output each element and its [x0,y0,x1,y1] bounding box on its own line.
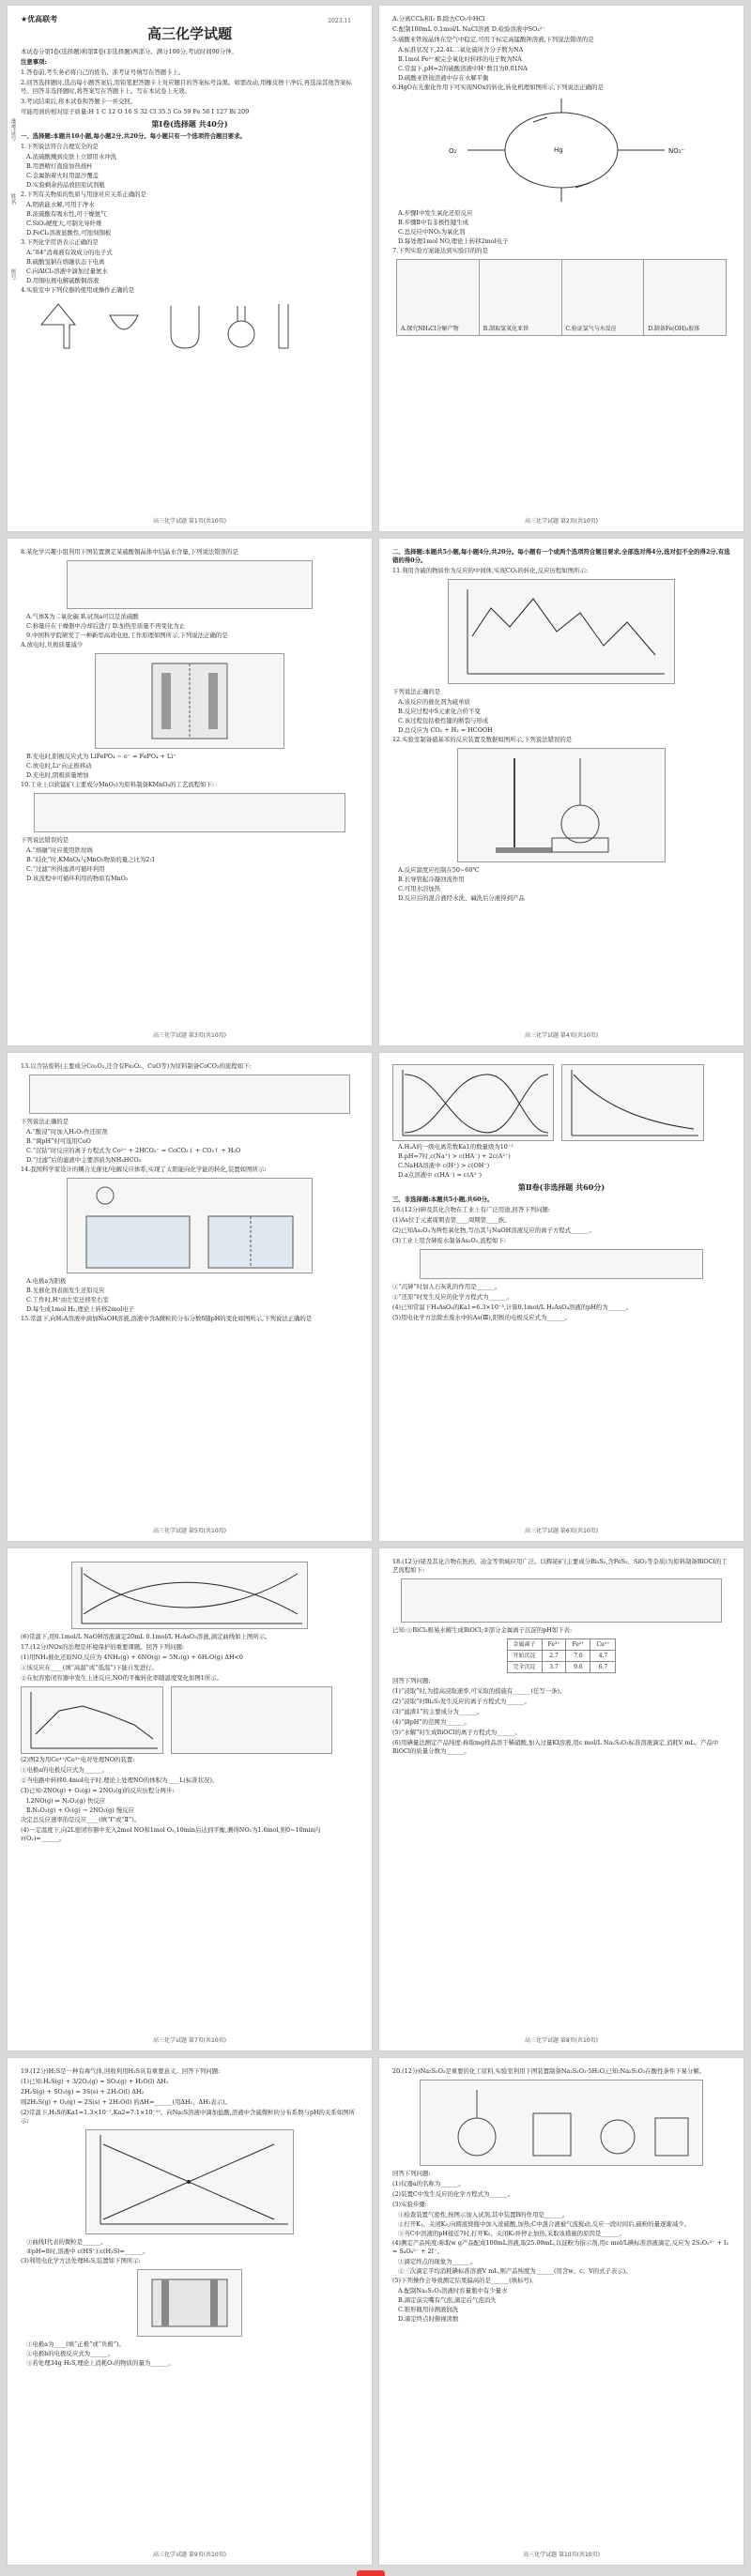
page-8: 18.(12分)铋及其化合物在医药、冶金等领域应用广泛。以辉铋矿(主要成分Bi₂S₃,含FeS₂、SiO₂等杂质)为原料制备BiOCl的工艺流程如下: 已知:①BiCl₃极易水解生成BiOCl;②部分金属离子沉淀的pH如下表: 金属离子 Fe³⁺ Fe²⁺ Cu²⁺ 开始沉淀 2.7 7.6 4.7 完全沉淀 3.7 9.6 6.7 回答下列问题: (1)“浸取”时,为提高浸取速率,可采取的措施有______(任写一条)。 (2)“浸取”时Bi₂S₃发生反应的离子方程式为______。 (3)“滤渣1”的主要成分为______。 (4)“调pH”的范围为______。 (5)“水解”时生成BiOCl的离子方程式为______。 (6)用碘量法测定产品纯度:称取mg样品溶于稀硝酸,加入过量KI溶液,用c mol/L Na₂S₂O₃标准溶液滴定,消耗V mL。产品中BiOCl的质量分数为______。 高三化学试题 第8页(共10页) [379,1548,743,2050]
mechanism-cycle-figure [392,94,730,206]
side-label-seat: 座号 [9,268,16,280]
page-footer: 高三化学试题 第2页(共10页) [524,518,599,525]
table-header-row: 金属离子 Fe³⁺ Fe²⁺ Cu²⁺ [507,1639,616,1651]
page-footer: 高三化学试题 第1页(共10页) [152,518,227,525]
table-row: 完全沉淀 3.7 9.6 6.7 [507,1662,616,1673]
process-flow-figure [34,793,345,832]
exam-title: 高三化学试题 [146,25,232,42]
sulfide-distribution-figure [85,2129,294,2234]
page-footer: 高三化学试题 第7页(共10页) [152,2037,227,2044]
page-7: (6)常温下,用0.1mol/L NaOH溶液滴定20mL 0.1mol/L H₃AsO₃溶液,滴定曲线如上图所示。 17.(12分)NOx的治理是环境保护的重要课题。回答下列问题: (1)用NH₃催化还原NO,反应为 4NH₃(g) + 6NO(g) = 5N₂(g) + 6H₂O(g) ΔH<0 ①该反应在____(填“高温”或“低温”)下能自发进行。 ②在恒容密闭容器中发生上述反应,NO的平衡转化率随温度变化如图1所示。 (2)图2为用Ce⁴⁺/Ce³⁺电对处理NO的装置: ①电极a的电极反应式为______。 ②当电路中转移0.4mol电子时,理论上处理NO的体积为____L(标准状况)。 (3)已知:2NO(g) + O₂(g) = 2NO₂(g)的反应历程分两步: Ⅰ.2NO(g) ⇌ N₂O₂(g) 快反应 Ⅱ.N₂O₂(g) + O₂(g) → 2NO₂(g) 慢反应 决定总反应速率的是反应____(填“Ⅰ”或“Ⅱ”)。 (4)一定温度下,向2L密闭容器中充入2mol NO和1mol O₂,10min后达到平衡,测得NO₂为1.6mol,则0~10min内v(O₂)=______。 高三化学试题 第7页(共10页) [8,1548,372,2050]
page-footer: 高三化学试题 第4页(共10页) [524,1032,599,1039]
q3-stem: 3.下列化学用语表示正确的是 [21,238,99,246]
fuel-cell-figure [137,2269,242,2337]
thiosulfate-apparatus-figure [420,2080,703,2166]
titration-figure [71,1562,308,1629]
log-curve-figure [561,1064,704,1141]
part-b-heading: 二、选择题:本题共5小题,每小题4分,共20分。每小题有一个或两个选项符合题目要求,全部选对得4分,选对但不全的得2分,有选错的得0分。 [392,548,730,564]
battery-figure [95,653,284,749]
q4-stem: 4.实验室中下列仪器的使用或操作正确的是 [21,286,135,294]
instructions: 本试卷分第Ⅰ卷(选择题)和第Ⅱ卷(非选择题)两部分。满分100分,考试时间90分钟。 注意事项: 1.答卷前,考生务必将自己的姓名、准考证号填写在答题卡上。 2.回答选择题时,选出每小题答案后,用铅笔把答题卡上对应题目的答案标号涂黑。如需改动,用橡皮擦干净后,再选涂其他答案标号。回答非选择题时,将答案写在答题卡上。写在本试卷上无效。 3.考试结束后,将本试卷和答题卡一并交回。 可能用到的相对原子质量:H 1 C 12 O 16 S 32 Cl 35.5 Co 59 Fe 56 I 127 Bi 209 [21,48,352,115]
bismuth-flow-figure [401,1578,722,1623]
distribution-curve-figure [392,1064,554,1141]
conversion-curve-figure [21,1686,163,1754]
exam-badge: ★优高联考 [21,15,58,23]
page-1: 2023.11 ★优高联考 高三化学试题 本试卷分第Ⅰ卷(选择题)和第Ⅱ卷(非选择题)两部分。满分100分,考试时间90分钟。 注意事项: 1.答卷前,考生务必将自己的姓名、准考证号填写在答题卡上。 2.回答选择题时,选出每小题答案后,用铅笔把答题卡上对应题目的答案标号涂黑。如需改动,用橡皮擦干净后,再选涂其他答案标号。回答非选择题时,将答案写在答题卡上。写在本试卷上无效。 3.考试结束后,将本试卷和答题卡一并交回。 可能用到的相对原子质量:H 1 C 12 O 16 S 32 Cl 35.5 Co 59 Fe 56 I 127 Bi 209 第Ⅰ卷(选择题 共40分) 一、选择题:本题共10小题,每小题2分,共20分。每小题只有一个选项符合题目要求。 1.下列说法符合合理安全的是 A.浓硫酸溅到皮肤上立即用水冲洗 B.用酒精灯直接加热烧杯 C.金属钠着火时用湿沙覆盖 D.实验剩余药品放回原试剂瓶 2.下列有关物质的性质与用途对应关系正确的是 A.明矾能水解,可用于净水 B.浓硫酸有吸水性,可干燥氨气 C.SiO₂硬度大,可制光导纤维 D.FeCl₃溶液显酸性,可蚀刻铜板 3.下列化学用语表示正确的是 A.“84”消毒液有效成分的电子式 B.硫酸氢钠在熔融状态下电离 C.向AlCl₃溶液中滴加过量氨水 D.用铜电极电解硫酸铜溶液 4.实验室中下列仪器的使用或操作正确的是 准考证号 姓名 座号 高三化学试题 第1页(共10页) [8,6,372,531]
glassware-figure [21,297,302,353]
page-6: A.H₂A的一级电离常数Ka1的数量级为10⁻² B.pH=7时,c(Na⁺) > c(HA⁻) + 2c(A²⁻) C.NaHA溶液中 c(H⁺) > c(OH⁻) D.a点溶液中 c(HA⁻) = c(A²⁻) 第Ⅱ卷(非选择题 共60分) 三、非选择题:本题共5小题,共60分。 16.(12分)砷及其化合物在工业上有广泛用途,回答下列问题: (1)As位于元素周期表第____周期第____族。 (2)已知As₂O₃为两性氧化物,写出其与NaOH溶液反应的离子方程式______。 (3)工业上用含砷废水制备As₂O₃,流程如下: ①“沉砷”时加入石灰乳的作用是______。 ②“还原”时发生反应的化学方程式为______。 (4)已知常温下H₃AsO₄的Ka1=6.3×10⁻³,计算0.1mol/L H₃AsO₄溶液的pH约为______。 (5)用电化学方法除去废水中的As(Ⅲ),阳极的电极反应式为______。 高三化学试题 第6页(共10页) [379,1053,743,1541]
electrolysis-setup-figure [171,1686,332,1754]
side-label-exam-id: 准考证号 [9,118,16,141]
q1-stem: 1.下列说法符合合理安全的是 [21,143,99,150]
exam-date: 2023.11 [328,18,351,24]
energy-profile-figure [448,579,675,684]
page-footer: 高三化学试题 第8页(共10页) [524,2037,599,2044]
section-1-title: 第Ⅰ卷(选择题 共40分) [151,119,228,129]
precipitation-ph-table [507,1639,617,1673]
svg-text:O₂: O₂ [449,147,457,155]
page-5: 13.以含钴废料(主要成分Co₂O₃,还含有Fe₂O₃、CuO等)为原料制备CoCO₃的流程如下: 下列说法正确的是 A.“酸浸”时加入H₂O₂作还原剂 B.“调pH”时可选用CoO C.“沉钴”时反应的离子方程式为 Co²⁺ + 2HCO₃⁻ = CoCO₃↓ + CO₂↑ + H₂O D.“过滤”后的滤液中主要溶质为NH₄HCO₃ 14.我国科学家设计的耦合光催化/电解反应体系,实现了太阳能向化学能的转化,装置如图所示: A.电极a为阳极 B.光催化剂表面发生还原反应 C.工作时,H⁺由左室迁移至右室 D.每生成1mol H₂,理论上转移2mol电子 15.常温下,向H₂A溶液中滴加NaOH溶液,溶液中含A微粒的分布分数δ随pH的变化如图所示,下列说法正确的是 高三化学试题 第5页(共10页) [8,1053,372,1541]
part-c-heading: 三、非选择题:本题共5小题,共60分。 [392,1196,494,1203]
svg-text:NO₃⁻: NO₃⁻ [668,147,685,155]
page-footer: 高三化学试题 第5页(共10页) [152,1528,227,1534]
table-row: 开始沉淀 2.7 7.6 4.7 [507,1651,616,1662]
page-4: 二、选择题:本题共5小题,每小题4分,共20分。每小题有一个或两个选项符合题目要求,全部选对得4分,选对但不全的得2分,有选错的得0分。 11.利用含硫的物质作为反应的中间体,实现CO₂的转化,反应历程如图所示: 下列说法正确的是 A.该反应的催化剂为硫单质 B.反应过程中S元素化合价不变 C.该过程包括极性键的断裂与形成 D.总反应为 CO₂ + H₂ = HCOOH 12.实验室制备硝基苯的反应装置及数据如图所示,下列说法错误的是 A.反应温度应控制在50~60℃ B.长导管起冷凝回流作用 C.可用水浴加热 D.反应后的混合液经水洗、碱洗后分液得到产品 高三化学试题 第4页(共10页) [379,539,743,1045]
part-a-heading: 一、选择题:本题共10小题,每小题2分,共20分。每小题只有一个选项符合题目要求。 [21,132,246,140]
section-2-title: 第Ⅱ卷(非选择题 共60分) [517,1182,605,1192]
page-footer: 高三化学试题 第3页(共10页) [152,1032,227,1039]
side-label-name: 姓名 [9,193,16,205]
svg-text:Hg: Hg [554,146,563,154]
nitration-apparatus-figure [457,748,666,862]
apparatus-figure [67,560,313,609]
experiment-options-figure: A.探究NH₄Cl分解产物 B.制取氢氧化亚铁 C.验证氯气与水反应 D.制备Fe(OH)₃胶体 [396,259,727,336]
photo-electrolysis-figure [67,1178,313,1273]
scroll-indicator [357,2570,385,2576]
page-footer: 高三化学试题 第6页(共10页) [524,1528,599,1534]
page-9: 19.(12分)H₂S是一种有毒气体,回收利用H₂S具有重要意义。回答下列问题: (1)已知:H₂S(g) + 3/2O₂(g) = SO₂(g) + H₂O(l) ΔH₁ 2H₂S(g) + SO₂(g) = 3S(s) + 2H₂O(l) ΔH₂ 则2H₂S(g) + O₂(g) = 2S(s) + 2H₂O(l) 的ΔH=______(用ΔH₁、ΔH₂表示)。 (2)常温下,H₂S的Ka1=1.3×10⁻⁷,Ka2=7.1×10⁻¹⁵。向Na₂S溶液中滴加盐酸,溶液中含硫微粒的分布系数与pH的关系如图所示: ①曲线Ⅰ代表的微粒是______。 ②pH=8时,溶液中 c(HS⁻):c(H₂S)=______。 (3)利用电化学方法处理H₂S,装置如下图所示: ①电极a为____(填“正极”或“负极”)。 ②电极b的电极反应式为______。 ③若处理34g H₂S,理论上消耗O₂的物质的量为______。 高三化学试题 第9页(共10页) [8,2058,372,2565]
cobalt-flow-figure [29,1075,350,1114]
page-footer: 高三化学试题 第9页(共10页) [152,2552,227,2558]
page-3: 8.某化学兴趣小组利用下图装置测定某硫酸铜晶体中结晶水含量,下列说法错误的是 A.气体X为二氧化碳 B.试剂a可以是浓硫酸 C.称量应在干燥器中冷却后进行 D.加热至质量不再变化为止 9.中国科学院研发了一种新型高效电池,工作原理如图所示,下列说法正确的是 A.放电时,负极质量减少 B.充电时,阳极反应式为 LiFePO₄ − e⁻ = FePO₄ + Li⁺ C.放电时,Li⁺向正极移动 D.充电时,阴极质量增加 10.工业上以软锰矿(主要成分MnO₂)为原料制备KMnO₄的工艺流程如下: 下列说法错误的是 A.“熔融”时应使用铁坩埚 B.“歧化”时,KMnO₄与MnO₂物质的量之比为2:1 C.“过滤”所得滤渣可循环利用 D.该流程中可循环利用的物质有MnO₂ 高三化学试题 第3页(共10页) [8,539,372,1045]
page-footer: 高三化学试题 第10页(共10页) [523,2552,600,2558]
q2-stem: 2.下列有关物质的性质与用途对应关系正确的是 [21,191,146,198]
page-2: A.分离CCl₄和I₂ B.除去CO₂中HCl C.配制100mL 0.1mol/L NaCl溶液 D.检验溶液中SO₄²⁻ 5.硫酸亚铁铵晶体在空气中稳定,可用于标定高锰酸钾溶液,下列说法错误的是 A.标准状况下,22.4L二氧化硫所含分子数为NA B.1mol Fe²⁺被完全氧化时转移的电子数为NA C.常温下,pH=2的硫酸溶液中H⁺数目为0.01NA D.硫酸亚铁铵溶液中存在水解平衡 6.HgO在光催化作用下可实现NOx的转化,转化机理如图所示,下列说法正确的是 Hg O₂ NO₃⁻ A.步骤Ⅰ中发生氧化还原反应 B.步骤Ⅱ中有非极性键生成 C.总反应中NO₂为氧化剂 D.每处理1mol NO,理论上转移2mol电子 7.下列实验方案能达到实验目的的是 A.探究NH₄Cl分解产物 B.制取氢氧化亚铁 C.验证氯气与水反应 D.制备Fe(OH)₃胶体 高三化学试题 第2页(共10页) [379,6,743,531]
arsenic-flow-figure [420,1249,703,1279]
page-10: 20.(12分)Na₂S₂O₃是重要的化工原料,实验室利用下图装置制备Na₂S₂O₃·5H₂O,已知:Na₂S₂O₃在酸性条件下易分解。 回答下列问题: (1)仪器a的名称为______。 (2)装置C中发生反应的化学方程式为______。 (3)实验步骤: ①检查装置气密性,按图示加入试剂,其中装置B的作用是______。 ②打开K₁、关闭K₂,向圆底烧瓶中加入浓硫酸,加热;C中混合液被气流搅动,反应一段时间后,硫粉的量逐渐减少。 ③当C中溶液的pH接近7时,打开K₂、关闭K₁并停止加热,采取该措施的原因是______。 (4)测定产品纯度:称取w g产品配成100mL溶液,取25.00mL,以淀粉为指示剂,用c mol/L碘标准溶液滴定,反应为 2S₂O₃²⁻ + I₂ = S₄O₆²⁻ + 2I⁻。 ①滴定终点的现象为______。 ②三次滴定平均消耗碘标准溶液V mL,则产品纯度为______(用含w、c、V的式子表示)。 (5)下列操作会导致测定结果偏高的是______(填标号)。 A.配制Na₂S₂O₃溶液时容量瓶中有少量水 B.滴定前尖嘴有气泡,滴定后气泡消失 C.锥形瓶用待测液润洗 D.滴定终点时俯视读数 高三化学试题 第10页(共10页) [379,2058,743,2565]
